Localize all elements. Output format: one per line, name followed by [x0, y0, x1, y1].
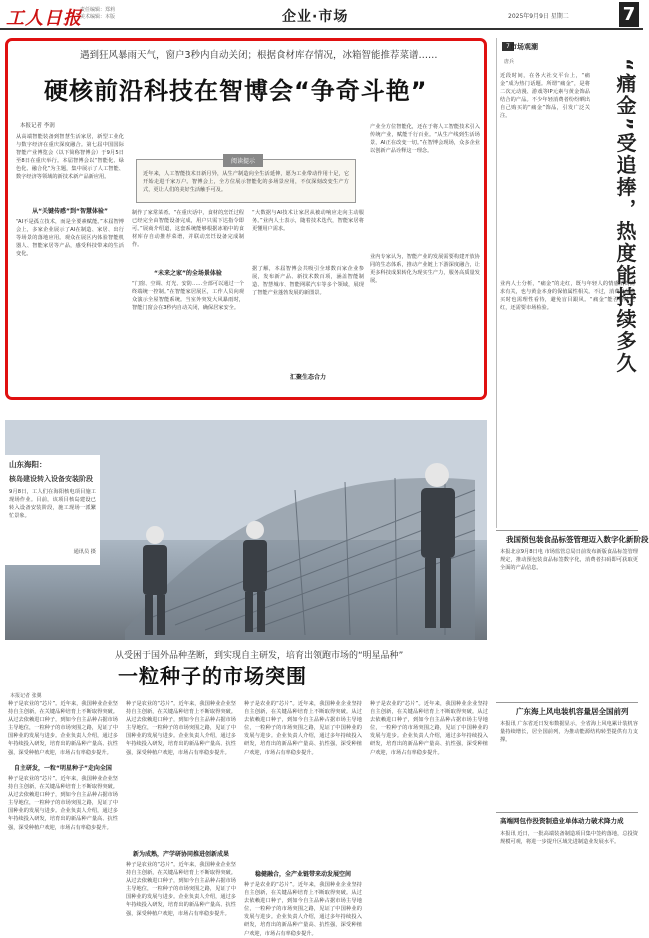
photo-credit: 通讯员 摄 — [73, 549, 96, 555]
section-title: 企业·市场 — [282, 9, 349, 25]
rail-column-1 — [500, 72, 590, 272]
lead-column-2 — [132, 209, 244, 392]
rail-column-2 — [500, 280, 635, 520]
lead-subhead-2: “未来之家”的全场景体验 — [154, 270, 222, 277]
lead-subhead-3: 汇聚生态合力 — [289, 374, 326, 381]
lead-subhead-1: 从“关键传感”到“智慧体验” — [32, 208, 108, 215]
brief-1-title[interactable]: 我国预包装食品标签管理迈入数字化新阶段 — [506, 535, 649, 544]
rail-text-2: 业内人士分析，“痛金”的走红，既与年轻人的情感消费需求有关，也与黄金本身的保值属性相关。不过，消费者在购买时也需理性看待，避免盲目跟风。“痛金”能否持续走红，还需要市场检验。 — [500, 281, 635, 312]
lead-col2-text: 制作了家常菜肴。“在重庆话中，食材的烹饪过程已经完全由智能设备完成，用户只需下达指令即可。”展商介绍道，这套系统能够根据冰箱中的食材库存自动推荐菜谱，并联动烹饪设备完成制作。 — [132, 210, 244, 249]
brief-2-text: 本报讯 广东省近日发布数据显示，全省海上风电累计装机容量持续增长，居全国前列，为推动能源结构转型提供有力支撑。 — [500, 721, 638, 744]
brief-2 — [500, 720, 638, 810]
lead-article[interactable] — [5, 38, 487, 400]
lower-subhead-1: 自主研发，一粒“明星种子”走向全国 — [14, 765, 112, 772]
lead-col3-text: “大数据与AI技术让家居从被动响应走向主动服务。”业内人士表示，随着技术迭代，智能家居将更懂用户需求。 — [252, 210, 364, 233]
newspaper-logo: 工人日报 — [6, 8, 82, 29]
lower-col3b-text: 种子是农业的“芯片”。近年来，我国种业企业坚持自主创新，在关键品种培育上不断取得突破。从过去依赖进口种子，到如今自主品种占据市场主导地位，一粒种子的市场突围之路，见证了中国种业的发展与进步。企业负责人介绍，通过多年持续投入研发，培育出的新品种产量高、抗性强，深受种植户欢迎，市场占有率稳步提升。 — [244, 882, 362, 937]
lower-col1b-text: 种子是农业的“芯片”。近年来，我国种业企业坚持自主创新，在关键品种培育上不断取得突破。从过去依赖进口种子，到如今自主品种占据市场主导地位，一粒种子的市场突围之路，见证了中国种业的发展与进步。企业负责人介绍，通过多年持续投入研发，培育出的新品种产量高、抗性强，深受种植户欢迎，市场占有率稳步提升。 — [8, 776, 118, 831]
lead-kicker: 遇到狂风暴雨天气，窗户3秒内自动关闭；根据食材库存情况，冰箱智能推荐菜谱…… — [80, 50, 438, 61]
lead-col1-text: 从高端智能装备到智慧生活家居，新型工业化与数字经济在重庆深度融合。第七届中国国际智能产业博览会（以下简称智博会）于9月5日至8日在重庆举行。本届智博会以“智能化、绿色化、融合化”为主题，集中展示了人工智能、数字经济等领域的新技术新产品新应用。 — [16, 134, 124, 181]
photo-caption — [5, 455, 100, 565]
lower-byline: 本报记者 张翼 — [10, 693, 42, 699]
lower-col2-text: 种子是农业的“芯片”。近年来，我国种业企业坚持自主创新，在关键品种培育上不断取得突破。从过去依赖进口种子，到如今自主品种占据市场主导地位，一粒种子的市场突围之路，见证了中国种业的发展与进步。企业负责人介绍，通过多年持续投入研发，培育出的新品种产量高、抗性强，深受种植户欢迎，市场占有率稳步提升。 — [126, 701, 236, 756]
photo-caption-title-2: 核岛建设转入设备安装阶段 — [9, 475, 93, 483]
brief-divider-1 — [496, 530, 638, 531]
issue-date: 2025年9月9日 星期二 — [508, 13, 569, 20]
rail-text-1: 近段时间，在各大社交平台上，“痛金”成为热门话题。所谓“痛金”，是将二次元动漫、游戏等IP元素与黄金饰品结合的产品。不少年轻消费者纷纷晒出自己购买的“痛金”饰品，引发广泛关注。 — [500, 73, 590, 120]
lower-column-2 — [126, 700, 236, 917]
brief-1 — [500, 548, 638, 700]
page-number: 7 — [619, 2, 639, 27]
lead-headline[interactable]: 硬核前沿科技在智博会“争奇斗艳” — [44, 77, 428, 105]
brief-divider-3 — [496, 812, 638, 813]
lead-col1b-text: “AI不是孤立技术，而是全要素赋能。”本届智博会上，多家企业展示了AI在制造、家居、出行等场景的落地应用。观众在展区内体验智能机器人、智能家居等产品，感受科技带来的生活变化。 — [16, 219, 124, 258]
lead-byline: 本报记者 李润 — [20, 123, 55, 129]
reading-tips-text: 近年来，人工智能技术日新月异，从生产制造向全生活延伸，愿为工业带动作用十足，它开始走进千家万户。智博会上，全方位展示智能化的多场景应用，不仅深刻改变生产方式，更让人们的美好生活触手可及。 — [143, 171, 349, 194]
masthead — [0, 0, 643, 30]
reading-tips-box — [136, 159, 356, 203]
brief-3-title[interactable]: 高端网包作投资制造业单体动力破术降力成 — [500, 817, 624, 825]
lower-column-3 — [244, 700, 362, 937]
lead-column-4 — [370, 123, 480, 383]
brief-divider-2 — [496, 702, 638, 703]
lower-col4-text: 种子是农业的“芯片”。近年来，我国种业企业坚持自主创新，在关键品种培育上不断取得突破。从过去依赖进口种子，到如今自主品种占据市场主导地位，一粒种子的市场突围之路，见证了中国种业的发展与进步。企业负责人介绍，通过多年持续投入研发，培育出的新品种产量高、抗性强，深受种植户欢迎，市场占有率稳步提升。 — [370, 701, 488, 756]
lead-col4-text: 产业全方位智能化，还在于将人工智能技术引入传统产业，赋能千行百业。“从生产线到生活场景，AI正在改变一切。”在智博会现场，众多企业以创新产品诠释这一理念。 — [370, 124, 480, 155]
lower-col3-text: 种子是农业的“芯片”。近年来，我国种业企业坚持自主创新，在关键品种培育上不断取得突破。从过去依赖进口种子，到如今自主品种占据市场主导地位，一粒种子的市场突围之路，见证了中国种业的发展与进步。企业负责人介绍，通过多年持续投入研发，培育出的新品种产量高、抗性强，深受种植户欢迎，市场占有率稳步提升。 — [244, 701, 362, 756]
lower-col1-text: 种子是农业的“芯片”。近年来，我国种业企业坚持自主创新，在关键品种培育上不断取得突破。从过去依赖进口种子，到如今自主品种占据市场主导地位，一粒种子的市场突围之路，见证了中国种业的发展与进步。企业负责人介绍，通过多年持续投入研发，培育出的新品种产量高、抗性强，深受种植户欢迎，市场占有率稳步提升。 — [8, 701, 118, 756]
masthead-meta: 责任编辑：郑莉 美术编辑：本版 — [80, 7, 116, 20]
rail-author: 唐兵 — [504, 59, 515, 65]
brief-2-title[interactable]: 广东海上风电装机容量居全国前列 — [516, 707, 629, 716]
lead-col4b-text: 业内专家认为，智能产业的发展需要构建开放协同的生态体系，推动产业链上下游深度融合，让更多科技成果转化为现实生产力，服务高质量发展。 — [370, 254, 480, 285]
photo-caption-title-1: 山东海阳： — [9, 460, 47, 469]
lower-subhead-2: 新为成熟，产学研协同推进创新成果 — [132, 851, 229, 858]
lower-column-1 — [8, 700, 118, 905]
lead-col3b-text: 据了解，本届智博会共吸引全球数百家企业参展，发布新产品、新技术数百项，涵盖智能制造、智慧城市、智能网联汽车等多个领域，展现了智能产业蓬勃发展的新图景。 — [252, 266, 364, 297]
lower-headline[interactable]: 一粒种子的市场突围 — [118, 664, 307, 688]
lead-column-3 — [252, 209, 364, 384]
lead-col2b-text: “门窗、空调、灯光、安防……全部可以通过一个终端统一控制。”在智能家居展区，工作人员向观众演示全屋智能系统。当室外突发大风暴雨时，智能门窗会在3秒内自动关闭，确保居家安全。 — [132, 281, 244, 312]
brief-1-text: 本报北京9月8日电 市场监管总局日前发布新版食品标签管理规定，推动预包装食品标签数字化，消费者扫码即可获取更全面的产品信息。 — [500, 549, 638, 572]
lower-subhead-3: 稳健融合，全产业链带来动发展空间 — [254, 871, 351, 878]
brief-3-text: 本报讯 近日，一批高端装备制造项目集中签约落地，总投资规模可观，将进一步提升区域先进制造业发展水平。 — [500, 831, 638, 846]
rail-badge: 7 — [502, 42, 514, 51]
rail-vertical-headline[interactable]: “痛金”受追捧，热度能持续多久 — [613, 58, 637, 375]
brief-3 — [500, 830, 638, 916]
reading-tips-tag: 阅读提示 — [223, 154, 263, 167]
lower-column-4 — [370, 700, 488, 914]
photo-caption-text: 9月8日，工人们在海阳核电项目施工现场作业。目前，该项目核岛建设已转入设备安装阶段，施工现场一派繁忙景象。 — [9, 489, 96, 520]
lead-column-1 — [16, 133, 124, 386]
lower-col2b-text: 种子是农业的“芯片”。近年来，我国种业企业坚持自主创新，在关键品种培育上不断取得突破。从过去依赖进口种子，到如今自主品种占据市场主导地位，一粒种子的市场突围之路，见证了中国种业的发展与进步。企业负责人介绍，通过多年持续投入研发，培育出的新品种产量高、抗性强，深受种植户欢迎，市场占有率稳步提升。 — [126, 862, 236, 917]
lower-kicker: 从受困于国外品种垄断，到实现自主研发，培育出领跑市场的“明星品种” — [115, 651, 404, 661]
rail-divider — [496, 38, 497, 528]
rail-column-title: 市场观潮 — [510, 43, 538, 51]
